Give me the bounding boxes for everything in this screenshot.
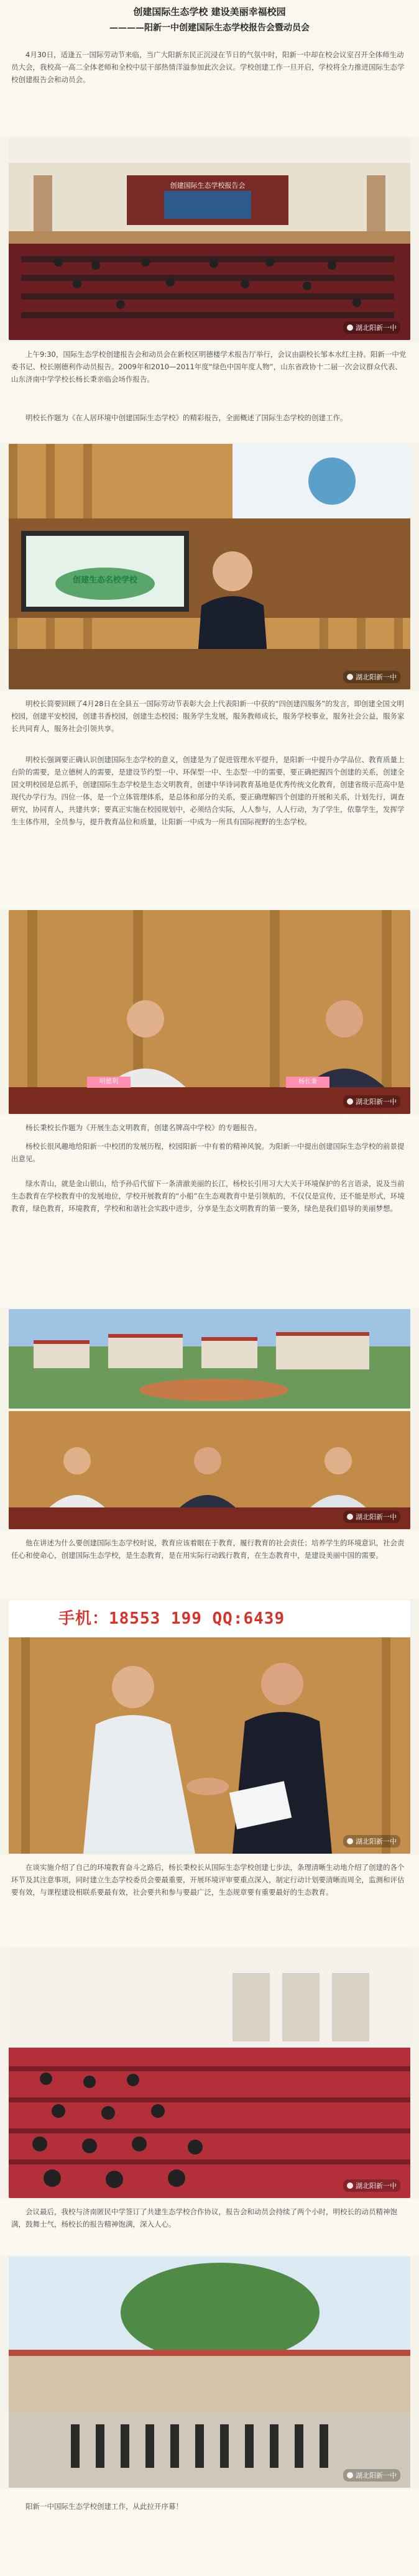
watermark: 湖北阳新一中 <box>343 2179 400 2192</box>
text-card-5 <box>0 1530 419 1599</box>
photo-handshake <box>9 1600 410 1854</box>
text-card-2 <box>0 342 419 443</box>
phone-number-sign: 手机：18553 199 QQ:6439 <box>9 1606 410 1631</box>
watermark-icon <box>347 1838 353 1844</box>
campus-illustration <box>9 1309 410 1409</box>
table-illustration <box>9 910 410 1114</box>
photo-lecture-hall <box>9 138 410 340</box>
nameplate-2: 杨长秉 <box>286 1077 329 1088</box>
text-card-4 <box>0 1115 419 1308</box>
group-illustration <box>9 2256 410 2488</box>
photo-campus-aerial <box>9 1309 410 1409</box>
paragraph-12: 阳新一中国际生态学校创建工作，从此拉开序幕！ <box>25 2502 183 2511</box>
paragraph-2: 上午9:30，国际生态学校创建报告会和动员会在新校区明德楼学术报告厅举行，会议由副校长邹本水红主持。阳新一中党委书记、校长刚德利作动员报告。2009年和2010—2011年度“绿色中国年度人物”，山东省政协十二届一次会议群众代表、山东济南中学学校长杨长秉亲临会场作报告。 <box>11 350 407 384</box>
article-title: 创建国际生态学校 建设美丽幸福校园 <box>133 6 286 17</box>
watermark-icon <box>347 324 353 331</box>
text-card-6 <box>0 1855 419 1947</box>
watermark-icon <box>347 1098 353 1105</box>
closing-card <box>0 2489 419 2576</box>
paragraph-11: 会议最后，我校与济南匿民中学签订了共建生态学校合作协议，报告会和动员会持续了两个小时，明校长的动员精神饱满，鼓舞士气，杨校长的报告精神饱满，深入人心。 <box>11 2207 397 2229</box>
handshake-illustration <box>9 1600 410 1854</box>
speaker-illustration <box>9 444 410 689</box>
paragraph-6: 杨长秉校长作题为《开展生态文明教育，创建名牌高中学校》的专题报告。 <box>25 1123 262 1132</box>
article-subtitle: ————阳新一中创建国际生态学校报告会暨动员会 <box>109 23 310 33</box>
lecture-hall-illustration <box>9 138 410 340</box>
watermark: 湖北阳新一中 <box>343 1095 400 1108</box>
hall-banner: 创建国际生态学校报告会 <box>170 182 246 190</box>
text-card-3 <box>0 691 419 909</box>
nameplate-1: 明德利 <box>87 1077 131 1088</box>
paragraph-4: 明校长简要回顾了4月28日在全县五一国际劳动节表彰大会上代表阳新一中获的“四创建四服务”的发言，即创建全国文明校园，创建平安校园，创建书香校园，创建生态校园；服务学生发展，服务教师成长，服务学校事业，服务社会公益，服务家长共同育人，服务社会引领共享。 <box>11 699 405 733</box>
paragraph-5: 明校长强调要正确认识创建国际生态学校的意义，创建是为了促进管理水平提升，是阳新一中提升办学品位、教育质量上台阶的需要，是立德树人的需要，是建设节约型一中、环保型一中、生态型一中的需要，要正确把握四个创建的关系，创建全国文明校园是总抓手，创建国际生态学校是生态文明教育，创建中华诗词教育基地是优秀传统文化教育，创建省级示范高中是现代办学行为。四位一体，是一个立体管理体系，是总体和部分的关系，要正确理解四个创建的开展和关系，计划先行，调查研究，协同育人，共建共享；要真正实施在校园规划中，必须结合实际，人人参与，人人行动，为了学生，依靠学生，发挥学生主体作用，全员参与，提升教育品位和质量，让阳新一中成为一所具有国际视野的生态学校。 <box>11 755 405 826</box>
paragraph-3: 明校长作题为《在人居环境中创建国际生态学校》的精彩报告，全面概述了国际生态学校的创建工作。 <box>25 413 348 422</box>
watermark: 湖北阳新一中 <box>343 1511 400 1523</box>
paragraph-1: 4月30日，适逢五一国际劳动节来临，当广大阳新东民正沉浸在节日的气氛中时，阳新一中却在校会议室召开全体师生动员大会，我校高一高二全体老师和全校中层干部热情洋溢参加此次会议。学校创建工作一旦开启，学校将全力推进国际生态学校创建报告会和动员会。 <box>11 50 405 84</box>
watermark-icon <box>347 1514 353 1520</box>
watermark-icon <box>347 2183 353 2189</box>
audience-illustration <box>9 1948 410 2198</box>
text-card-7 <box>0 2199 419 2255</box>
watermark-icon <box>347 2472 353 2478</box>
slide-title: 创建生态名校学校 <box>72 576 137 585</box>
photo-audience <box>9 1948 410 2198</box>
photo-group <box>9 2256 410 2488</box>
watermark-icon <box>347 674 353 680</box>
paragraph-10: 在谈实施介绍了自己的环境教育奋斗之路后，杨长秉校长从国际生态学校创建七步法，条理清晰生动地介绍了创建的各个环节及其注意事项，同时建立生态学校委员会要最重要，开展环境评审要重点深入，制定行动计划要清晰而周全，监测和评估要有效，与课程建设相联系要最有效，社会要共和参与要最广泛，生态规章要有重要最好的生态教育。 <box>11 1863 405 1897</box>
photo-speakers-table <box>9 910 410 1114</box>
watermark: 湖北阳新一中 <box>343 2469 400 2482</box>
paragraph-8: 绿水青山，就是金山银山，给予孙后代留下一条清澈美丽的长江，杨校长引用习大大关于环境保护的名言语录，说及当前生态教育在学校教育中的发展地位，学校开展教育的“小船”在生态观教育中是引领航的，不仅仅是宣传，还不能是形式，环境教育，绿色教育，环境教育，学校和和谐社会实践中进步，分享是生态文明教育的第一要务，绿色是我们倡导的美丽梦想。 <box>11 1179 405 1213</box>
photo-three-at-table <box>9 1411 410 1529</box>
paragraph-7: 杨校长很风趣地给阳新一中校团的发展历程，校园阳新一中有着的精神风貌。为阳新一中提出创建国际生态学校的前景提出意见。 <box>11 1142 405 1163</box>
photo-speaker-slide <box>9 444 410 689</box>
intro-card <box>0 0 419 137</box>
watermark: 湖北阳新一中 <box>343 671 400 683</box>
paragraph-9: 他在讲述为什么要创建国际生态学校时说，教育应该着眼在于教育，履行教育的社会责任；培养学生的环境意识，社会责任心和使命心，创建国际生态学校，是生态教育，是在用实际行动践行教育，在生态教育中，是建设美丽中国的需要。 <box>11 1539 405 1560</box>
watermark: 湖北阳新一中 <box>343 1835 400 1847</box>
watermark: 湖北阳新一中 <box>343 321 400 334</box>
